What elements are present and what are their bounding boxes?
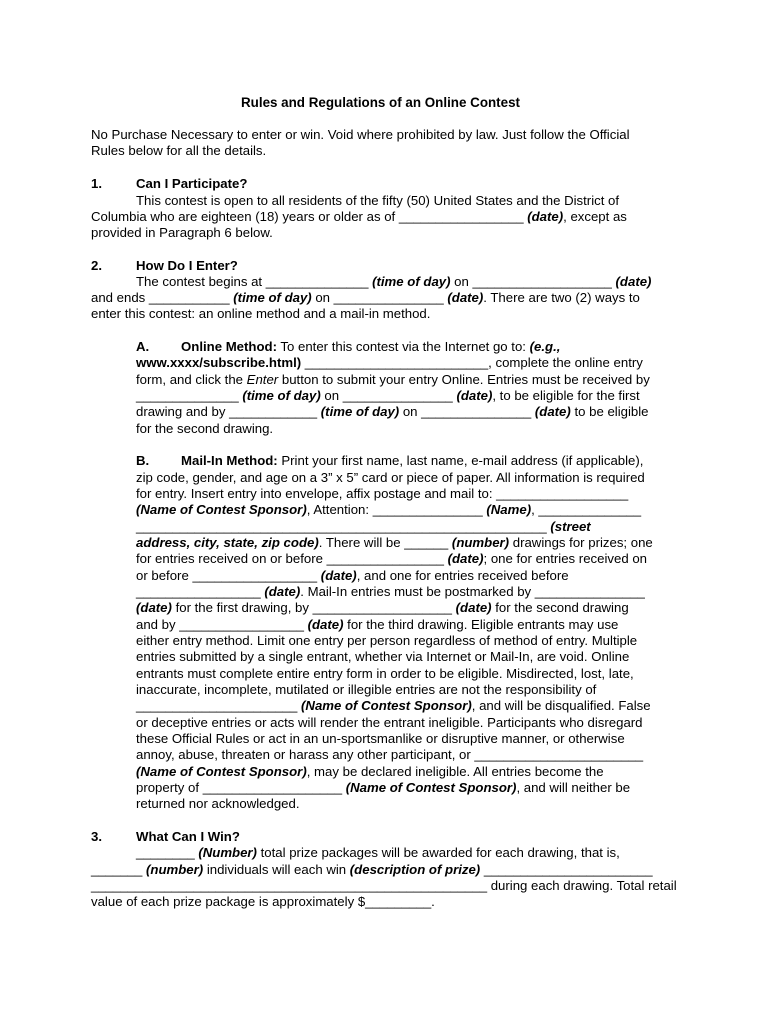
section-heading: Can I Participate? — [136, 176, 248, 191]
paragraph-line: (Name of Contest Sponsor), Attention: _______________ (Name), ______________ — [136, 502, 642, 517]
subsection-letter: B. — [136, 453, 150, 468]
paragraph-line: inaccurate, incomplete, mutilated or illegible entries are not the responsibility of — [136, 682, 597, 697]
section-heading: How Do I Enter? — [136, 258, 238, 273]
paragraph-line: zip code, gender, and age on a 3” x 5” card or piece of paper. All information is required — [136, 470, 645, 485]
paragraph-line: annoy, abuse, threaten or harass any other participant, or _______________________ — [136, 747, 644, 762]
paragraph-line: these Official Rules or act in an un-sportsmanlike or disruptive manner, or otherwise — [136, 731, 625, 746]
section-number: 3. — [91, 829, 102, 844]
intro-line: No Purchase Necessary to enter or win. Void where prohibited by law. Just follow the Official — [91, 127, 630, 142]
paragraph-line: for entries received on or before ________________ (date); one for entries received on — [136, 551, 647, 566]
paragraph-line: and by _________________ (date) for the third drawing. Eligible entrants may use — [136, 617, 619, 632]
paragraph-line: form, and click the Enter button to submit your entry Online. Entries must be received by — [136, 372, 650, 387]
paragraph-line: _______ (number) individuals will each win (description of prize) _______________________ — [91, 862, 653, 877]
paragraph-line: property of ___________________ (Name of Contest Sponsor), and will neither be — [136, 780, 631, 795]
paragraph-line: ______________________ (Name of Contest Sponsor), and will be disqualified. False — [136, 698, 651, 713]
paragraph-line: Mail-In Method: Print your first name, last name, e-mail address (if applicable), — [181, 453, 644, 468]
paragraph-line: _________________ (date). Mail-In entries must be postmarked by _______________ — [136, 584, 645, 599]
paragraph-line: ______________ (time of day) on _______________ (date), to be eligible for the first — [136, 388, 640, 403]
section-number: 2. — [91, 258, 102, 273]
paragraph-line: entrants must complete entire entry form in order to be eligible. Misdirected, lost, late, — [136, 666, 634, 681]
document-title: Rules and Regulations of an Online Contest — [241, 95, 520, 110]
paragraph-line: This contest is open to all residents of the fifty (50) United States and the District of — [136, 193, 620, 208]
subsection-letter: A. — [136, 339, 150, 354]
paragraph-line: either entry method. Limit one entry per person regardless of method of entry. Multiple — [136, 633, 638, 648]
paragraph-line: ______________________________________________________ during each drawing. Total retail — [91, 878, 677, 893]
section-number: 1. — [91, 176, 102, 191]
paragraph-line: www.xxxx/subscribe.html) _________________________, complete the online entry — [136, 355, 643, 370]
paragraph-line: ________________________________________________________ (street — [136, 519, 591, 534]
paragraph-line: value of each prize package is approximately $_________. — [91, 894, 435, 909]
paragraph-line: (date) for the first drawing, by ___________________ (date) for the second drawing — [136, 600, 629, 615]
paragraph-line: for the second drawing. — [136, 421, 274, 436]
paragraph-line: and ends ___________ (time of day) on _______________ (date). There are two (2) ways to — [91, 290, 640, 305]
paragraph-line: enter this contest: an online method and a mail-in method. — [91, 306, 431, 321]
paragraph-line: or before _________________ (date), and one for entries received before — [136, 568, 569, 583]
paragraph-line: (Name of Contest Sponsor), may be declared ineligible. All entries become the — [136, 764, 604, 779]
paragraph-line: or deceptive entries or acts will render the entrant ineligible. Participants who disregard — [136, 715, 643, 730]
paragraph-line: returned nor acknowledged. — [136, 796, 300, 811]
paragraph-line: ________ (Number) total prize packages will be awarded for each drawing, that is, — [136, 845, 620, 860]
intro-line: Rules below for all the details. — [91, 143, 267, 158]
paragraph-line: entries submitted by a single entrant, whether via Internet or Mail-In, are void. Online — [136, 649, 630, 664]
section-heading: What Can I Win? — [136, 829, 240, 844]
paragraph-line: for entry. Insert entry into envelope, affix postage and mail to: __________________ — [136, 486, 629, 501]
paragraph-line: address, city, state, zip code). There will be ______ (number) drawings for prizes; one — [136, 535, 653, 550]
paragraph-line: Online Method: To enter this contest via the Internet go to: (e.g., — [181, 339, 561, 354]
paragraph-line: The contest begins at ______________ (time of day) on ___________________ (date) — [136, 274, 652, 289]
paragraph-line: drawing and by ____________ (time of day) on _______________ (date) to be eligible — [136, 404, 649, 419]
paragraph-line: provided in Paragraph 6 below. — [91, 225, 273, 240]
paragraph-line: Columbia who are eighteen (18) years or older as of _________________ (date), except as — [91, 209, 627, 224]
